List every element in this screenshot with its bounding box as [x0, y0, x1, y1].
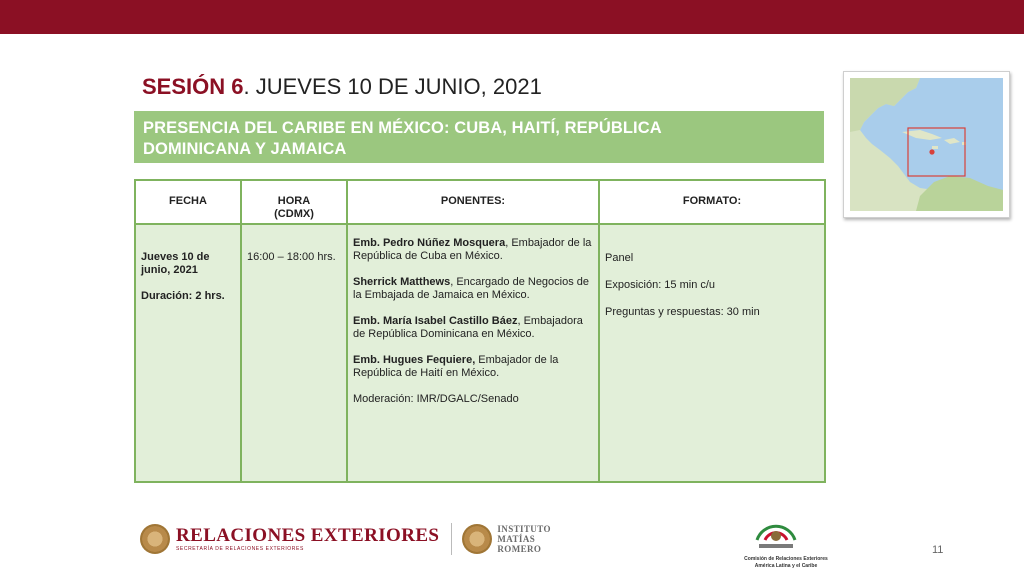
ponente-name: Emb. Pedro Núñez Mosquera: [353, 237, 506, 249]
session-date: . JUEVES 10 DE JUNIO, 2021: [243, 74, 542, 99]
topic-banner: [134, 111, 824, 163]
ponente-name: Emb. María Isabel Castillo Báez: [353, 315, 518, 327]
agenda-table: [134, 179, 826, 483]
sre-logo: [140, 521, 551, 557]
imr-wordmark: [497, 524, 550, 554]
header-fecha: FECHA: [135, 180, 241, 224]
logo-divider: [451, 523, 452, 555]
header-hora-tz: (CDMX): [274, 208, 314, 220]
ponente-name: Sherrick Matthews: [353, 276, 451, 288]
fecha-duration: Duración: 2 hrs.: [141, 290, 225, 302]
fecha-date: Jueves 10 de junio, 2021: [141, 251, 210, 276]
ponente-role: , Embajador de la República de Cuba en México.: [353, 237, 592, 262]
ponente-role: , Encargado de Negocios de la Embajada de Jamaica en México.: [353, 276, 590, 301]
header-ponentes: PONENTES:: [347, 180, 599, 224]
sre-wordmark: [176, 526, 439, 552]
session-label: SESIÓN 6: [142, 74, 244, 99]
formato-item: Preguntas y respuestas: 30 min: [605, 306, 760, 318]
ponente-role: , Embajadora de República Dominicana en México.: [353, 315, 583, 340]
senado-line-1: Comisión de Relaciones Exteriores: [744, 556, 828, 562]
page-number: 11: [932, 544, 944, 556]
senado-emblem-icon: [751, 510, 801, 552]
ponente-item: [353, 354, 594, 380]
sre-seal-icon: [140, 524, 170, 554]
top-bar: [0, 0, 1024, 34]
cell-hora: 16:00 – 18:00 hrs.: [241, 224, 347, 482]
header-hora: [241, 180, 347, 224]
senado-line-2: América Latina y el Caribe: [754, 563, 818, 569]
header-hora-label: HORA: [277, 195, 311, 207]
imr-line-3: ROMERO: [497, 544, 542, 554]
formato-item: Exposición: 15 min c/u: [605, 279, 716, 291]
sre-subtitle: SECRETARÍA DE RELACIONES EXTERIORES: [176, 546, 304, 552]
ponente-role: Embajador de la República de Haití en México.: [353, 354, 559, 379]
senado-caption: [731, 556, 841, 570]
sre-title: RELACIONES EXTERIORES: [176, 525, 440, 546]
table-row: [135, 224, 825, 482]
formato-item: Panel: [605, 252, 634, 264]
ponente-item: [353, 315, 594, 341]
cell-fecha: [135, 224, 241, 482]
map-image: [850, 78, 1003, 211]
ponente-item: [353, 237, 594, 263]
header-formato: FORMATO:: [599, 180, 825, 224]
banner-line-2: DOMINICANA Y JAMAICA: [143, 140, 347, 158]
imr-line-1: INSTITUTO: [497, 524, 551, 534]
caribbean-map: [843, 71, 1010, 218]
imr-line-2: MATÍAS: [497, 534, 536, 544]
imr-seal-icon: [462, 524, 492, 554]
cell-formato: [599, 224, 825, 482]
table-header-row: [135, 180, 825, 224]
senado-logo: [731, 510, 841, 570]
ponente-item: [353, 276, 594, 302]
banner-line-1: PRESENCIA DEL CARIBE EN MÉXICO: CUBA, HAITÍ, REPÚBLICA: [143, 119, 662, 137]
moderacion: Moderación: IMR/DGALC/Senado: [353, 393, 519, 405]
page-title: [142, 74, 542, 100]
ponente-name: Emb. Hugues Fequiere,: [353, 354, 476, 366]
cell-ponentes: [347, 224, 599, 482]
